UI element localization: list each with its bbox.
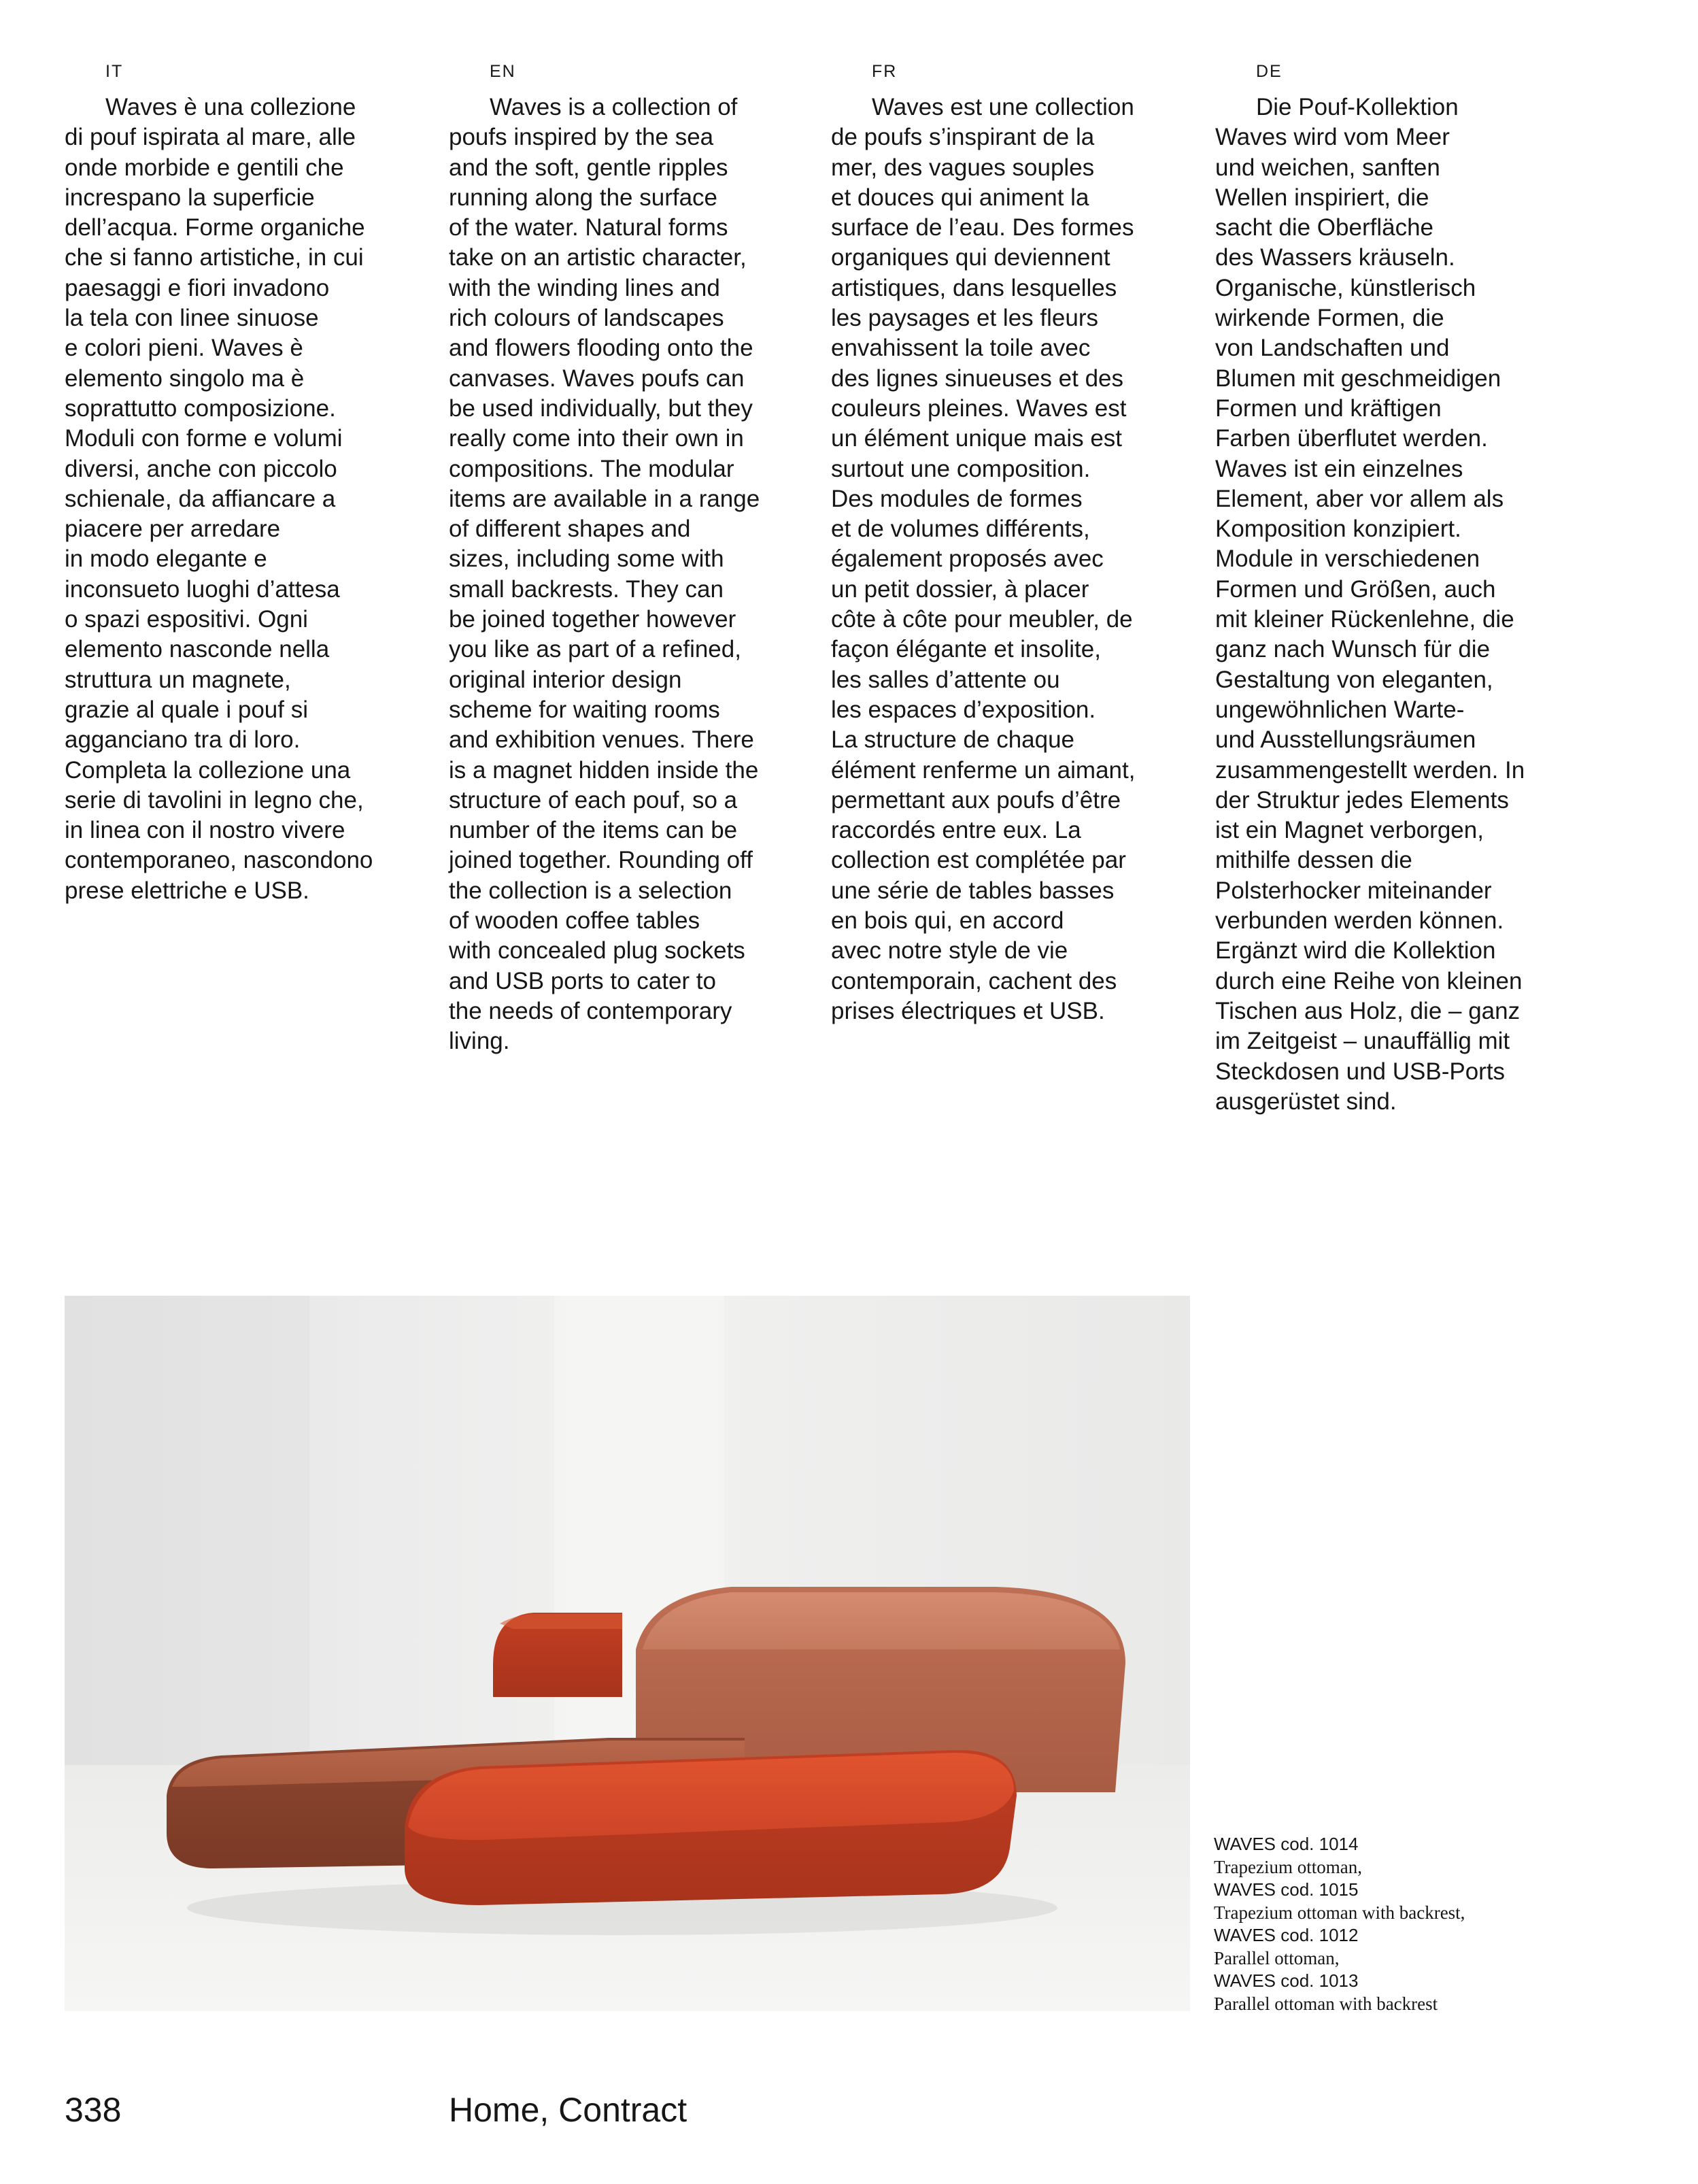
text-column-english bbox=[449, 60, 816, 1057]
language-label: EN bbox=[490, 62, 516, 81]
text-column-french bbox=[831, 60, 1198, 1026]
caption-code: WAVES cod. 1015 bbox=[1214, 1879, 1359, 1900]
text-column-italian bbox=[65, 60, 432, 906]
language-label: DE bbox=[1256, 62, 1283, 81]
language-label: FR bbox=[872, 62, 898, 81]
product-photo bbox=[65, 1296, 1190, 2011]
body-text: Waves est une collection de poufs s’inspirant de la mer, des vagues souples et douces qui animent la surface de l’eau. Des formes organiques qui deviennent artistiques, dans lesquelles les paysages et les fleurs envahissent la toile avec des lignes sinueuses et des couleurs pleines. Waves est un élément unique mais est surtout une composition. Des modules de formes et de volumes différents, également proposés avec un petit dossier, à placer côte à côte pour meubler, de façon élégante et insolite, les salles d’attente ou les espaces d’exposition. La structure de chaque élément renferme un aimant, permettant aux poufs d’être raccordés entre eux. La collection est complétée par une série de tables basses en bois qui, en accord avec notre style de vie contemporain, cachent des prises électriques et USB. bbox=[831, 94, 1136, 1024]
section-title: Home, Contract bbox=[449, 2091, 687, 2129]
body-text: Waves è una collezione di pouf ispirata al mare, alle onde morbide e gentili che increspano la superficie dell’acqua. Forme organiche che si fanno artistiche, in cui paesaggi e fiori invadono la tela con linee sinuose e colori pieni. Waves è elemento singolo ma è soprattutto composizione. Moduli con forme e volumi diversi, anche con piccolo schienale, da affiancare a piacere per arredare in modo elegante e inconsueto luoghi d’attesa o spazi espositivi. Ogni elemento nasconde nella struttura un magnete, grazie al quale i pouf si agganciano tra di loro. Completa la collezione una serie di tavolini in legno che, in linea con il nostro vivere contemporaneo, nascondono prese elettriche e USB. bbox=[65, 94, 373, 904]
photo-caption bbox=[1214, 1833, 1649, 2015]
caption-description: Parallel ottoman, bbox=[1214, 1947, 1340, 1968]
caption-description: Trapezium ottoman, bbox=[1214, 1856, 1362, 1877]
body-text: Die Pouf-Kollektion Waves wird vom Meer und weichen, sanften Wellen inspiriert, die sacht die Oberfläche des Wassers kräuseln. Organische, künstlerisch wirkende Formen, die von Landschaften und Blumen mit geschmeidigen Formen und kräftigen Farben überflutet werden. Waves ist ein einzelnes Element, aber vor allem als Komposition konzipiert. Module in verschiedenen Formen und Größen, auch mit kleiner Rückenlehne, die ganz nach Wunsch für die Gestaltung von eleganten, ungewöhnlichen Warte- und Ausstellungsräumen zusammengestellt werden. In der Struktur jedes Elements ist ein Magnet verborgen, mithilfe dessen die Polsterhocker miteinander verbunden werden können. Ergänzt wird die Kollektion durch eine Reihe von kleinen Tischen aus Holz, die – ganz im Zeitgeist – unauffällig mit Steckdosen und USB-Ports ausgerüstet sind. bbox=[1215, 94, 1525, 1115]
text-column-german bbox=[1215, 60, 1582, 1117]
caption-code: WAVES cod. 1013 bbox=[1214, 1970, 1359, 1991]
caption-description: Trapezium ottoman with backrest, bbox=[1214, 1902, 1465, 1923]
caption-description: Parallel ottoman with backrest bbox=[1214, 1993, 1438, 2014]
caption-code: WAVES cod. 1014 bbox=[1214, 1834, 1359, 1854]
page-number: 338 bbox=[65, 2091, 122, 2129]
caption-code: WAVES cod. 1012 bbox=[1214, 1925, 1359, 1945]
language-label: IT bbox=[105, 62, 124, 81]
body-text: Waves is a collection of poufs inspired by the sea and the soft, gentle ripples running along the surface of the water. Natural forms take on an artistic character, with the winding lines and rich colours of landscapes and flowers flooding onto the canvases. Waves poufs can be used individually, but they really come into their own in compositions. The modular items are available in a range of different shapes and sizes, including some with small backrests. They can be joined together however you like as part of a refined, original interior design scheme for waiting rooms and exhibition venues. There is a magnet hidden inside the structure of each pouf, so a number of the items can be joined together. Rounding off the collection is a selection of wooden coffee tables with concealed plug sockets and USB ports to cater to the needs of contemporary living. bbox=[449, 94, 760, 1055]
